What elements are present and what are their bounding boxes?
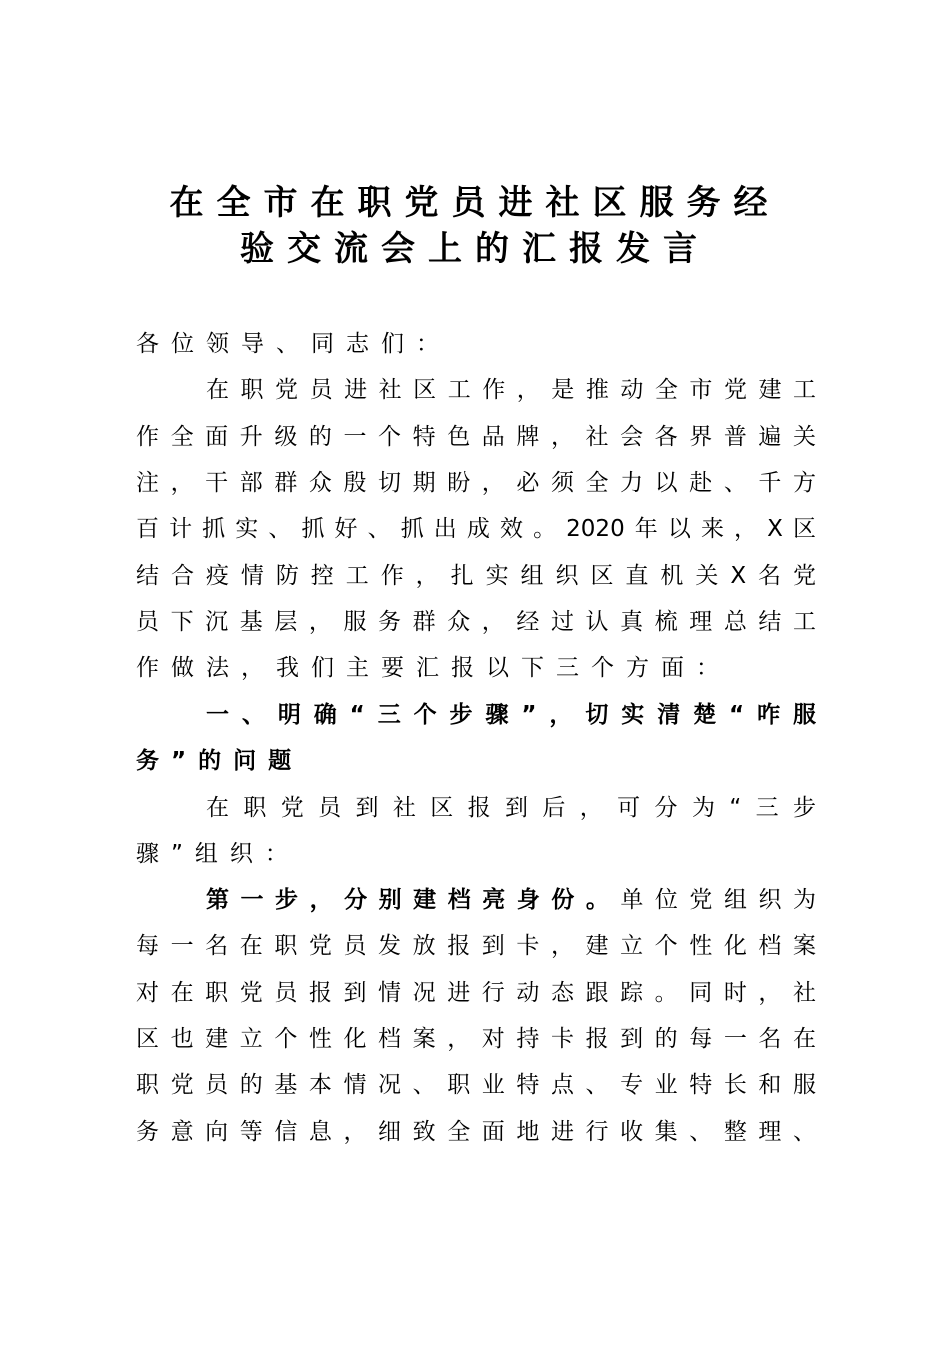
paragraph-3-line-4: 区也建立个性化档案，对持卡报到的每一名在: [136, 1026, 816, 1052]
document-title-line-1: 在全市在职党员进社区服务经: [169, 183, 781, 223]
paragraph-3-line-5: 职党员的基本情况、职业特点、专业特长和服: [136, 1072, 816, 1098]
paragraph-3-line-1-rest: 单位党组织为: [620, 887, 816, 913]
paragraph-3-line-2: 每一名在职党员发放报到卡，建立个性化档案: [136, 933, 816, 959]
paragraph-2-line-1: 在职党员到社区报到后，可分为“三步: [206, 795, 816, 821]
paragraph-1-line-5: 结合疫情防控工作，扎实组织区直机关X名党: [136, 563, 816, 589]
document-title-line-2: 验交流会上的汇报发言: [240, 229, 710, 269]
paragraph-3-line-1: [206, 880, 816, 920]
section-heading-1-line-1: 一、明确“三个步骤”，切实清楚“咋服: [206, 702, 816, 728]
paragraph-1-line-1: 在职党员进社区工作，是推动全市党建工: [206, 377, 816, 403]
paragraph-1-line-7: 作做法，我们主要汇报以下三个方面：: [136, 655, 731, 681]
salutation: 各位领导、同志们：: [136, 331, 451, 357]
paragraph-2-line-2: 骤”组织：: [136, 841, 300, 867]
paragraph-1-line-3: 注，干部群众殷切期盼，必须全力以赴、千方: [136, 470, 816, 496]
paragraph-1-line-2: 作全面升级的一个特色品牌，社会各界普遍关: [136, 424, 816, 450]
paragraph-3-line-6: 务意向等信息，细致全面地进行收集、整理、: [136, 1119, 816, 1145]
paragraph-1-line-4: 百计抓实、抓好、抓出成效。2020年以来，X区: [136, 516, 816, 542]
paragraph-3-line-3: 对在职党员报到情况进行动态跟踪。同时，社: [136, 980, 816, 1006]
paragraph-3-bold-lead: 第一步，分别建档亮身份。: [206, 887, 621, 913]
section-heading-1-line-2: 务”的问题: [136, 748, 304, 774]
paragraph-1-line-6: 员下沉基层，服务群众，经过认真梳理总结工: [136, 609, 816, 635]
